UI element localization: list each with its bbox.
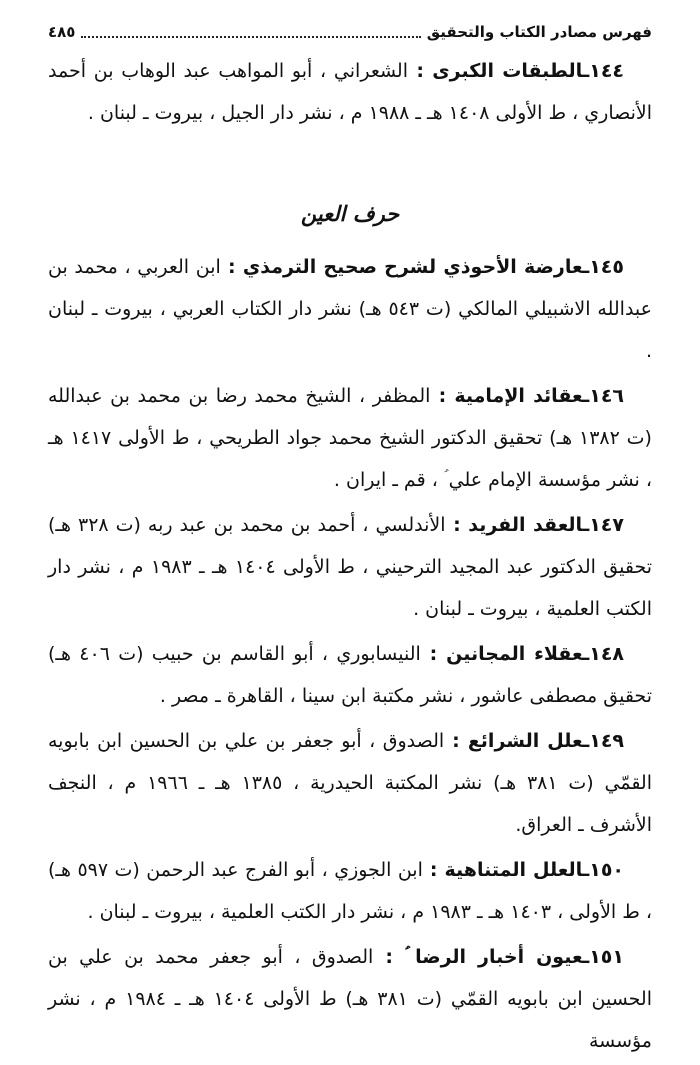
entry-number: ١٤٦ — [589, 385, 625, 407]
running-header — [48, 20, 652, 44]
entry-body: الصدوق ، أبو جعفر محمد بن علي بن الحسين ابن بابويه القمّي (ت ٣٨١ هـ) ط الأولى ١٤٠٤ هـ ـ ١٩٨٤ م ، نشر مؤسسة — [48, 946, 652, 1052]
bibliography-entry: ١٤٥ـعارضة الأحوذي لشرح صحيح الترمذي : ابن العربي ، محمد بن عبدالله الاشبيلي المالكي (ت ٥٤٣ هـ) نشر دار الكتاب العربي ، بيروت ـ لبنان . — [48, 256, 652, 362]
entry-body: ابن الجوزي ، أبو الفرج عبد الرحمن (ت ٥٩٧ هـ) ، ط الأولى ، ١٤٠٣ هـ ـ ١٩٨٣ م ، نشر دار الكتب العلمية ، بيروت ـ لبنان . — [48, 859, 652, 923]
bibliography-entry: ١٤٨ـعقلاء المجانين : النيسابوري ، أبو القاسم بن حبيب (ت ٤٠٦ هـ) تحقيق مصطفى عاشور ، نشر مكتبة ابن سينا ، القاهرة ـ مصر . — [48, 643, 652, 707]
header-title: فهرس مصادر الكتاب والتحقيق — [426, 23, 652, 41]
bibliography-entry: ١٤٧ـالعقد الفريد : الأندلسي ، أحمد بن محمد بن عبد ربه (ت ٣٢٨ هـ) تحقيق الدكتور عبد المجيد الترحيني ، ط الأولى ١٤٠٤ هـ ـ ١٩٨٣ م ، نشر دار الكتب العلمية ، بيروت ـ لبنان . — [48, 514, 652, 620]
entry-body: ابن العربي ، محمد بن عبدالله الاشبيلي المالكي (ت ٥٤٣ هـ) نشر دار الكتاب العربي ، بيروت ـ لبنان . — [48, 256, 652, 362]
bibliography-entry: ١٤٩ـعلل الشرائع : الصدوق ، أبو جعفر بن علي بن الحسين ابن بابويه القمّي (ت ٣٨١ هـ) نشر المكتبة الحيدرية ، ١٣٨٥ هـ ـ ١٩٦٦ م ، النجف الأشرف ـ العراق. — [48, 730, 653, 836]
entry-number: ١٥١ — [589, 946, 624, 968]
entry-number: ١٤٧ — [589, 514, 624, 536]
entry-title: عارضة الأحوذي لشرح صحيح الترمذي — [242, 256, 583, 278]
entry-body: الصدوق ، أبو جعفر بن علي بن الحسين ابن بابويه القمّي (ت ٣٨١ هـ) نشر المكتبة الحيدرية ، ١٣٨٥ هـ ـ ١٩٦٦ م ، النجف الأشرف ـ العراق. — [48, 730, 653, 836]
leader-dots — [81, 26, 420, 38]
entry-title: علل الشرائع — [467, 730, 583, 752]
bibliography-entry: ١٥١ـعيون أخبار الرضا ؑ : الصدوق ، أبو جعفر محمد بن علي بن الحسين ابن بابويه القمّي (ت ٣٨١ هـ) ط الأولى ١٤٠٤ هـ ـ ١٩٨٤ م ، نشر مؤسسة — [48, 946, 652, 1052]
entry-body: الشعراني ، أبو المواهب عبد الوهاب بن أحمد الأنصاري ، ط الأولى ١٤٠٨ هـ ـ ١٩٨٨ م ، نشر دار الجيل ، بيروت ـ لبنان . — [48, 60, 652, 124]
entry-title: الطبقات الكبرى — [432, 60, 583, 82]
entry-number: ١٤٥ — [589, 256, 624, 278]
entry-title: العقد الفريد — [468, 514, 583, 536]
entry-title: العلل المتناهية — [444, 859, 583, 881]
bibliography-entry: ١٤٦ـعقائد الإمامية : المظفر ، الشيخ محمد رضا بن محمد بن عبدالله (ت ١٣٨٢ هـ) تحقيق الدكتور الشيخ محمد جواد الطريحي ، ط الأولى ١٤١٧ هـ ، نشر مؤسسة الإمام علي ؑ ، قم ـ ايران . — [48, 385, 652, 491]
entry-title: عقلاء المجانين — [446, 643, 583, 665]
entry-number: ١٥٠ — [589, 859, 625, 881]
bibliography-entry: ١٥٠ـالعلل المتناهية : ابن الجوزي ، أبو الفرج عبد الرحمن (ت ٥٩٧ هـ) ، ط الأولى ، ١٤٠٣ هـ ـ ١٩٨٣ م ، نشر دار الكتب العلمية ، بيروت ـ لبنان . — [48, 859, 652, 923]
bibliography-entry: ١٤٤ـالطبقات الكبرى : الشعراني ، أبو المواهب عبد الوهاب بن أحمد الأنصاري ، ط الأولى ١٤٠٨ هـ ـ ١٩٨٨ م ، نشر دار الجيل ، بيروت ـ لبنان . — [48, 60, 652, 124]
entry-body: النيسابوري ، أبو القاسم بن حبيب (ت ٤٠٦ هـ) تحقيق مصطفى عاشور ، نشر مكتبة ابن سينا ، القاهرة ـ مصر . — [48, 643, 652, 707]
entry-body: المظفر ، الشيخ محمد رضا بن محمد بن عبدالله (ت ١٣٨٢ هـ) تحقيق الدكتور الشيخ محمد جواد الطريحي ، ط الأولى ١٤١٧ هـ ، نشر مؤسسة الإمام علي ؑ ، قم ـ ايران . — [48, 385, 652, 491]
entry-list — [48, 246, 652, 1065]
entry-title: عيون أخبار الرضا ؑ — [404, 946, 583, 968]
entry-number: ١٤٩ — [589, 730, 625, 752]
entry-number: ١٤٤ — [589, 60, 625, 82]
entry-number: ١٤٨ — [589, 643, 625, 665]
entry-title: عقائد الإمامية — [454, 385, 583, 407]
page-number: ٤٨٥ — [48, 23, 76, 41]
section-heading: حرف العين — [300, 202, 400, 226]
entry-body: الأندلسي ، أحمد بن محمد بن عبد ربه (ت ٣٢٨ هـ) تحقيق الدكتور عبد المجيد الترحيني ، ط الأولى ١٤٠٤ هـ ـ ١٩٨٣ م ، نشر دار الكتب العلمية ، بيروت ـ لبنان . — [48, 514, 652, 620]
